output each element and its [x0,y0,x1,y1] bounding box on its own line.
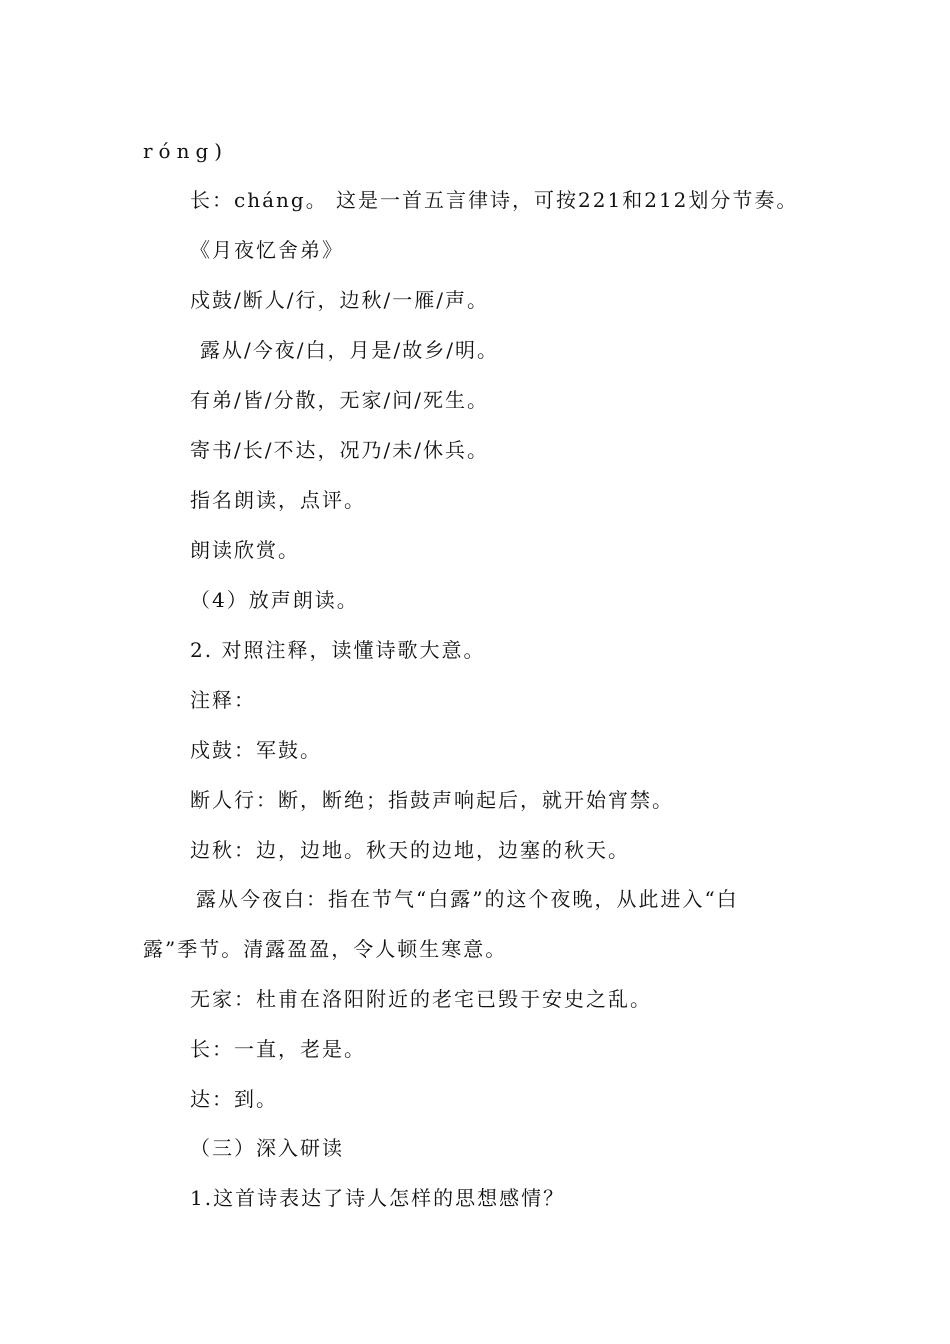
question-text: 1.这首诗表达了诗人怎样的思想感情？ [190,1186,566,1210]
poem-line-1: 戍鼓/断人/行，边秋/一雁/声。 [190,288,489,312]
annotation-continuation: 露”季节。清露盈盈，令人顿生寒意。 [143,937,508,961]
annotation-item: 露从今夜白：指在节气“白露”的这个夜晚，从此进入“白 [196,887,739,911]
annotation-item: 断人行：断，断绝；指鼓声响起后，就开始宵禁。 [190,788,674,812]
annotation-item: 达：到。 [190,1087,278,1111]
annotation-item: 戍鼓：军鼓。 [190,738,322,762]
poem-line-4: 寄书/长/不达，况乃/未/休兵。 [190,438,489,462]
poem-line-3: 有弟/皆/分散，无家/问/死生。 [190,388,489,412]
annotation-item: 无家：杜甫在洛阳附近的老宅已毁于安史之乱。 [190,987,652,1011]
section-step: （4）放声朗读。 [190,588,359,612]
notes-heading: 注释： [190,688,256,712]
section-step: 2. 对照注释，读懂诗歌大意。 [190,638,486,662]
instruction-text: 朗读欣赏。 [190,538,300,562]
instruction-text: 指名朗读，点评。 [190,488,366,512]
poem-line-2: 露从/今夜/白，月是/故乡/明。 [200,338,499,362]
section-heading: （三）深入研读 [190,1136,344,1160]
poem-title: 《月夜忆舍弟》 [190,238,344,262]
annotation-item: 长：一直，老是。 [190,1037,366,1061]
pronunciation-note: 长：cháng。 这是一首五言律诗，可按221和212划分节奏。 [190,188,799,212]
annotation-item: 边秋：边，边地。秋天的边地，边塞的秋天。 [190,838,630,862]
pinyin-continuation: róng) [143,139,229,163]
